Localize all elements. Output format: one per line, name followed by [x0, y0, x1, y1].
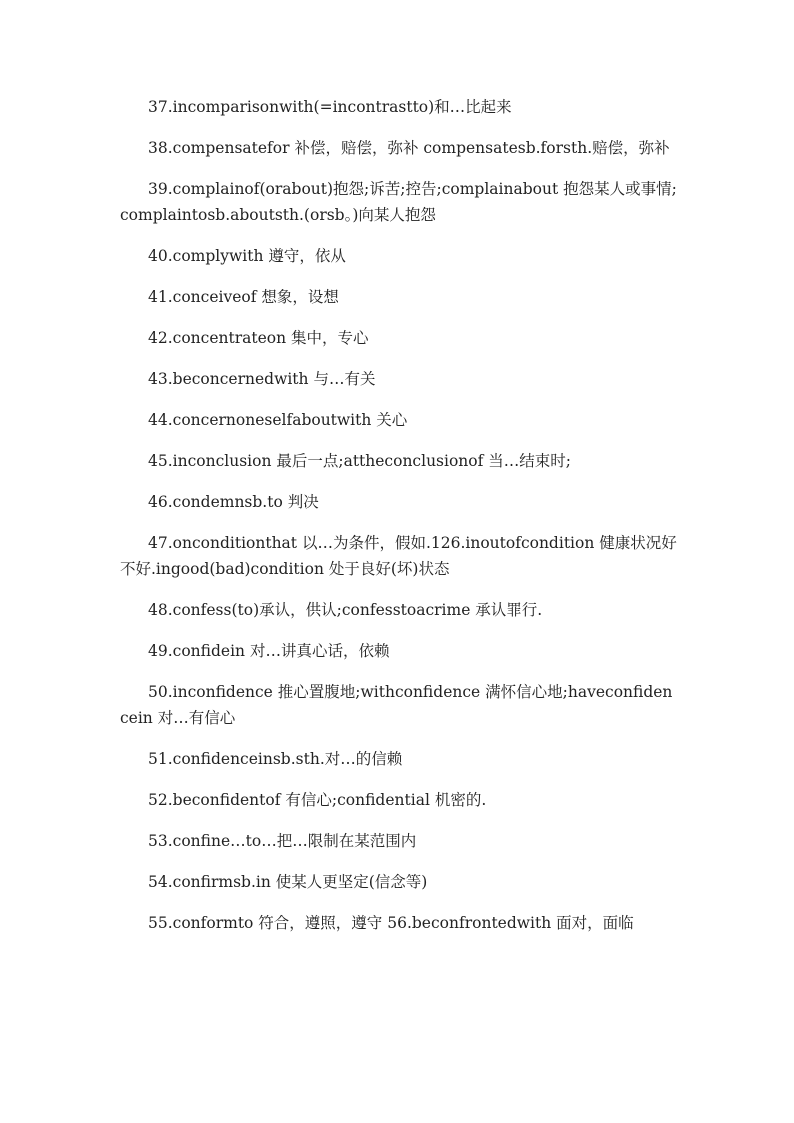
entry-39: 39.complainof(orabout)抱怨;诉苦;控告;complainabout 抱怨某人或事情;complaintosb.aboutsth.(orsb。)向某人抱怨	[120, 180, 677, 224]
entry-43: 43.beconcernedwith 与…有关	[148, 370, 376, 388]
entry-41: 41.conceiveof 想象，设想	[148, 288, 339, 306]
entry-45: 45.inconclusion 最后一点;attheconclusionof 当…结束时;	[148, 452, 571, 470]
entry-53: 53.confine…to…把…限制在某范围内	[148, 832, 417, 850]
entry-50: 50.inconfidence 推心置腹地;withconfidence 满怀信心地;haveconfidencein 对…有信心	[120, 683, 673, 727]
entry-51: 51.confidenceinsb.sth.对…的信赖	[148, 750, 403, 768]
entry-52: 52.beconfidentof 有信心;confidential 机密的.	[148, 791, 487, 809]
entry-48: 48.confess(to)承认，供认;confesstoacrime 承认罪行.	[148, 601, 543, 619]
entry-40: 40.complywith 遵守，依从	[148, 247, 346, 265]
entry-54: 54.confirmsb.in 使某人更坚定(信念等)	[148, 873, 428, 891]
entry-49: 49.confidein 对…讲真心话，依赖	[148, 642, 390, 660]
entry-55: 55.conformto 符合，遵照，遵守 56.beconfrontedwith 面对，面临	[148, 914, 634, 932]
entry-44: 44.concernoneselfaboutwith 关心	[148, 411, 408, 429]
entry-47: 47.onconditionthat 以…为条件，假如.126.inoutofcondition 健康状况好不好.ingood(bad)condition 处于良好(坏)状态	[120, 534, 677, 578]
entry-42: 42.concentrateon 集中，专心	[148, 329, 369, 347]
entry-38: 38.compensatefor 补偿，赔偿，弥补 compensatesb.forsth.赔偿，弥补	[148, 139, 670, 157]
vocabulary-list	[120, 94, 680, 951]
entry-46: 46.condemnsb.to 判决	[148, 493, 319, 511]
entry-37: 37.incomparisonwith(=incontrastto)和…比起来	[148, 98, 512, 116]
